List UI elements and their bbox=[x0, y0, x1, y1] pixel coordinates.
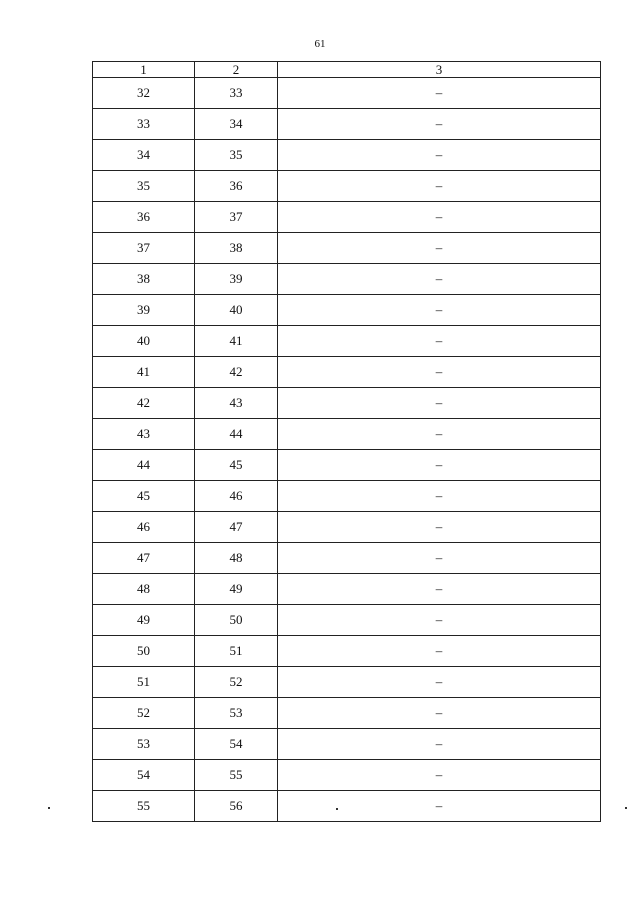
table-cell-col-2: 39 bbox=[195, 264, 278, 295]
table-row bbox=[93, 605, 601, 636]
table-cell-col-3: – bbox=[278, 295, 601, 326]
table-cell-col-1: 36 bbox=[93, 202, 195, 233]
table-row bbox=[93, 78, 601, 109]
table-cell-col-1: 50 bbox=[93, 636, 195, 667]
table-cell-col-2: 55 bbox=[195, 760, 278, 791]
table-cell-col-3: – bbox=[278, 667, 601, 698]
table-cell-col-1: 39 bbox=[93, 295, 195, 326]
table-row bbox=[93, 481, 601, 512]
table-cell-col-2: 40 bbox=[195, 295, 278, 326]
table-cell-col-2: 48 bbox=[195, 543, 278, 574]
table-cell-col-1: 37 bbox=[93, 233, 195, 264]
table-row bbox=[93, 574, 601, 605]
table-cell-col-3: – bbox=[278, 109, 601, 140]
table-row bbox=[93, 450, 601, 481]
table-body bbox=[93, 78, 601, 822]
table-row bbox=[93, 698, 601, 729]
table-row bbox=[93, 388, 601, 419]
table-cell-col-3: – bbox=[278, 264, 601, 295]
table-row bbox=[93, 760, 601, 791]
table-cell-col-1: 44 bbox=[93, 450, 195, 481]
table-row bbox=[93, 357, 601, 388]
table-cell-col-2: 41 bbox=[195, 326, 278, 357]
table-cell-col-3: – bbox=[278, 729, 601, 760]
table-cell-col-3: – bbox=[278, 326, 601, 357]
table-header-row bbox=[93, 62, 601, 78]
column-header-3: 3 bbox=[278, 62, 601, 78]
table-row bbox=[93, 729, 601, 760]
scan-speck bbox=[625, 807, 627, 809]
table-row bbox=[93, 202, 601, 233]
table-cell-col-2: 42 bbox=[195, 357, 278, 388]
table-row bbox=[93, 326, 601, 357]
table-cell-col-1: 33 bbox=[93, 109, 195, 140]
table-cell-col-3: – bbox=[278, 605, 601, 636]
table-cell-col-1: 41 bbox=[93, 357, 195, 388]
table-row bbox=[93, 791, 601, 822]
table-cell-col-3: – bbox=[278, 419, 601, 450]
table-cell-col-1: 40 bbox=[93, 326, 195, 357]
table-cell-col-3: – bbox=[278, 233, 601, 264]
table-cell-col-2: 47 bbox=[195, 512, 278, 543]
table-cell-col-1: 38 bbox=[93, 264, 195, 295]
table-cell-col-3: – bbox=[278, 481, 601, 512]
table-cell-col-2: 52 bbox=[195, 667, 278, 698]
table-cell-col-2: 37 bbox=[195, 202, 278, 233]
table-cell-col-2: 35 bbox=[195, 140, 278, 171]
table-cell-col-3: – bbox=[278, 760, 601, 791]
table-cell-col-2: 50 bbox=[195, 605, 278, 636]
column-header-1: 1 bbox=[93, 62, 195, 78]
table-cell-col-3: – bbox=[278, 171, 601, 202]
table-cell-col-3: – bbox=[278, 450, 601, 481]
table-cell-col-3: – bbox=[278, 574, 601, 605]
table-cell-col-2: 53 bbox=[195, 698, 278, 729]
table-cell-col-2: 56 bbox=[195, 791, 278, 822]
table-row bbox=[93, 512, 601, 543]
table-row bbox=[93, 233, 601, 264]
table-cell-col-3: – bbox=[278, 78, 601, 109]
table-cell-col-1: 53 bbox=[93, 729, 195, 760]
column-header-2: 2 bbox=[195, 62, 278, 78]
table-cell-col-1: 34 bbox=[93, 140, 195, 171]
table-cell-col-2: 51 bbox=[195, 636, 278, 667]
table-cell-col-3: – bbox=[278, 357, 601, 388]
table-cell-col-2: 43 bbox=[195, 388, 278, 419]
table-cell-col-1: 32 bbox=[93, 78, 195, 109]
data-table bbox=[92, 61, 601, 822]
scan-speck bbox=[48, 807, 50, 809]
table-cell-col-1: 54 bbox=[93, 760, 195, 791]
table-cell-col-3: – bbox=[278, 140, 601, 171]
table-cell-col-1: 52 bbox=[93, 698, 195, 729]
table-row bbox=[93, 109, 601, 140]
table-cell-col-2: 54 bbox=[195, 729, 278, 760]
table-row bbox=[93, 264, 601, 295]
table-cell-col-3: – bbox=[278, 698, 601, 729]
table-cell-col-1: 43 bbox=[93, 419, 195, 450]
table-cell-col-3: – bbox=[278, 543, 601, 574]
table-cell-col-3: – bbox=[278, 388, 601, 419]
table-row bbox=[93, 667, 601, 698]
table-cell-col-2: 36 bbox=[195, 171, 278, 202]
table-cell-col-1: 42 bbox=[93, 388, 195, 419]
table-row bbox=[93, 636, 601, 667]
table-row bbox=[93, 295, 601, 326]
table-cell-col-3: – bbox=[278, 636, 601, 667]
table-cell-col-3: – bbox=[278, 512, 601, 543]
table-row bbox=[93, 543, 601, 574]
table-cell-col-1: 35 bbox=[93, 171, 195, 202]
table-cell-col-1: 45 bbox=[93, 481, 195, 512]
table-cell-col-2: 33 bbox=[195, 78, 278, 109]
table-cell-col-2: 46 bbox=[195, 481, 278, 512]
table-cell-col-1: 46 bbox=[93, 512, 195, 543]
table-cell-col-1: 51 bbox=[93, 667, 195, 698]
table-cell-col-3: – bbox=[278, 202, 601, 233]
table-row bbox=[93, 419, 601, 450]
table-row bbox=[93, 140, 601, 171]
table-cell-col-2: 38 bbox=[195, 233, 278, 264]
table-cell-col-2: 34 bbox=[195, 109, 278, 140]
table-cell-col-2: 49 bbox=[195, 574, 278, 605]
table-cell-col-3: – bbox=[278, 791, 601, 822]
table-cell-col-1: 48 bbox=[93, 574, 195, 605]
scan-speck bbox=[336, 808, 338, 810]
table-cell-col-1: 55 bbox=[93, 791, 195, 822]
table-cell-col-1: 49 bbox=[93, 605, 195, 636]
table-cell-col-1: 47 bbox=[93, 543, 195, 574]
table-cell-col-2: 44 bbox=[195, 419, 278, 450]
table-row bbox=[93, 171, 601, 202]
page-number: 61 bbox=[314, 38, 326, 50]
table-cell-col-2: 45 bbox=[195, 450, 278, 481]
